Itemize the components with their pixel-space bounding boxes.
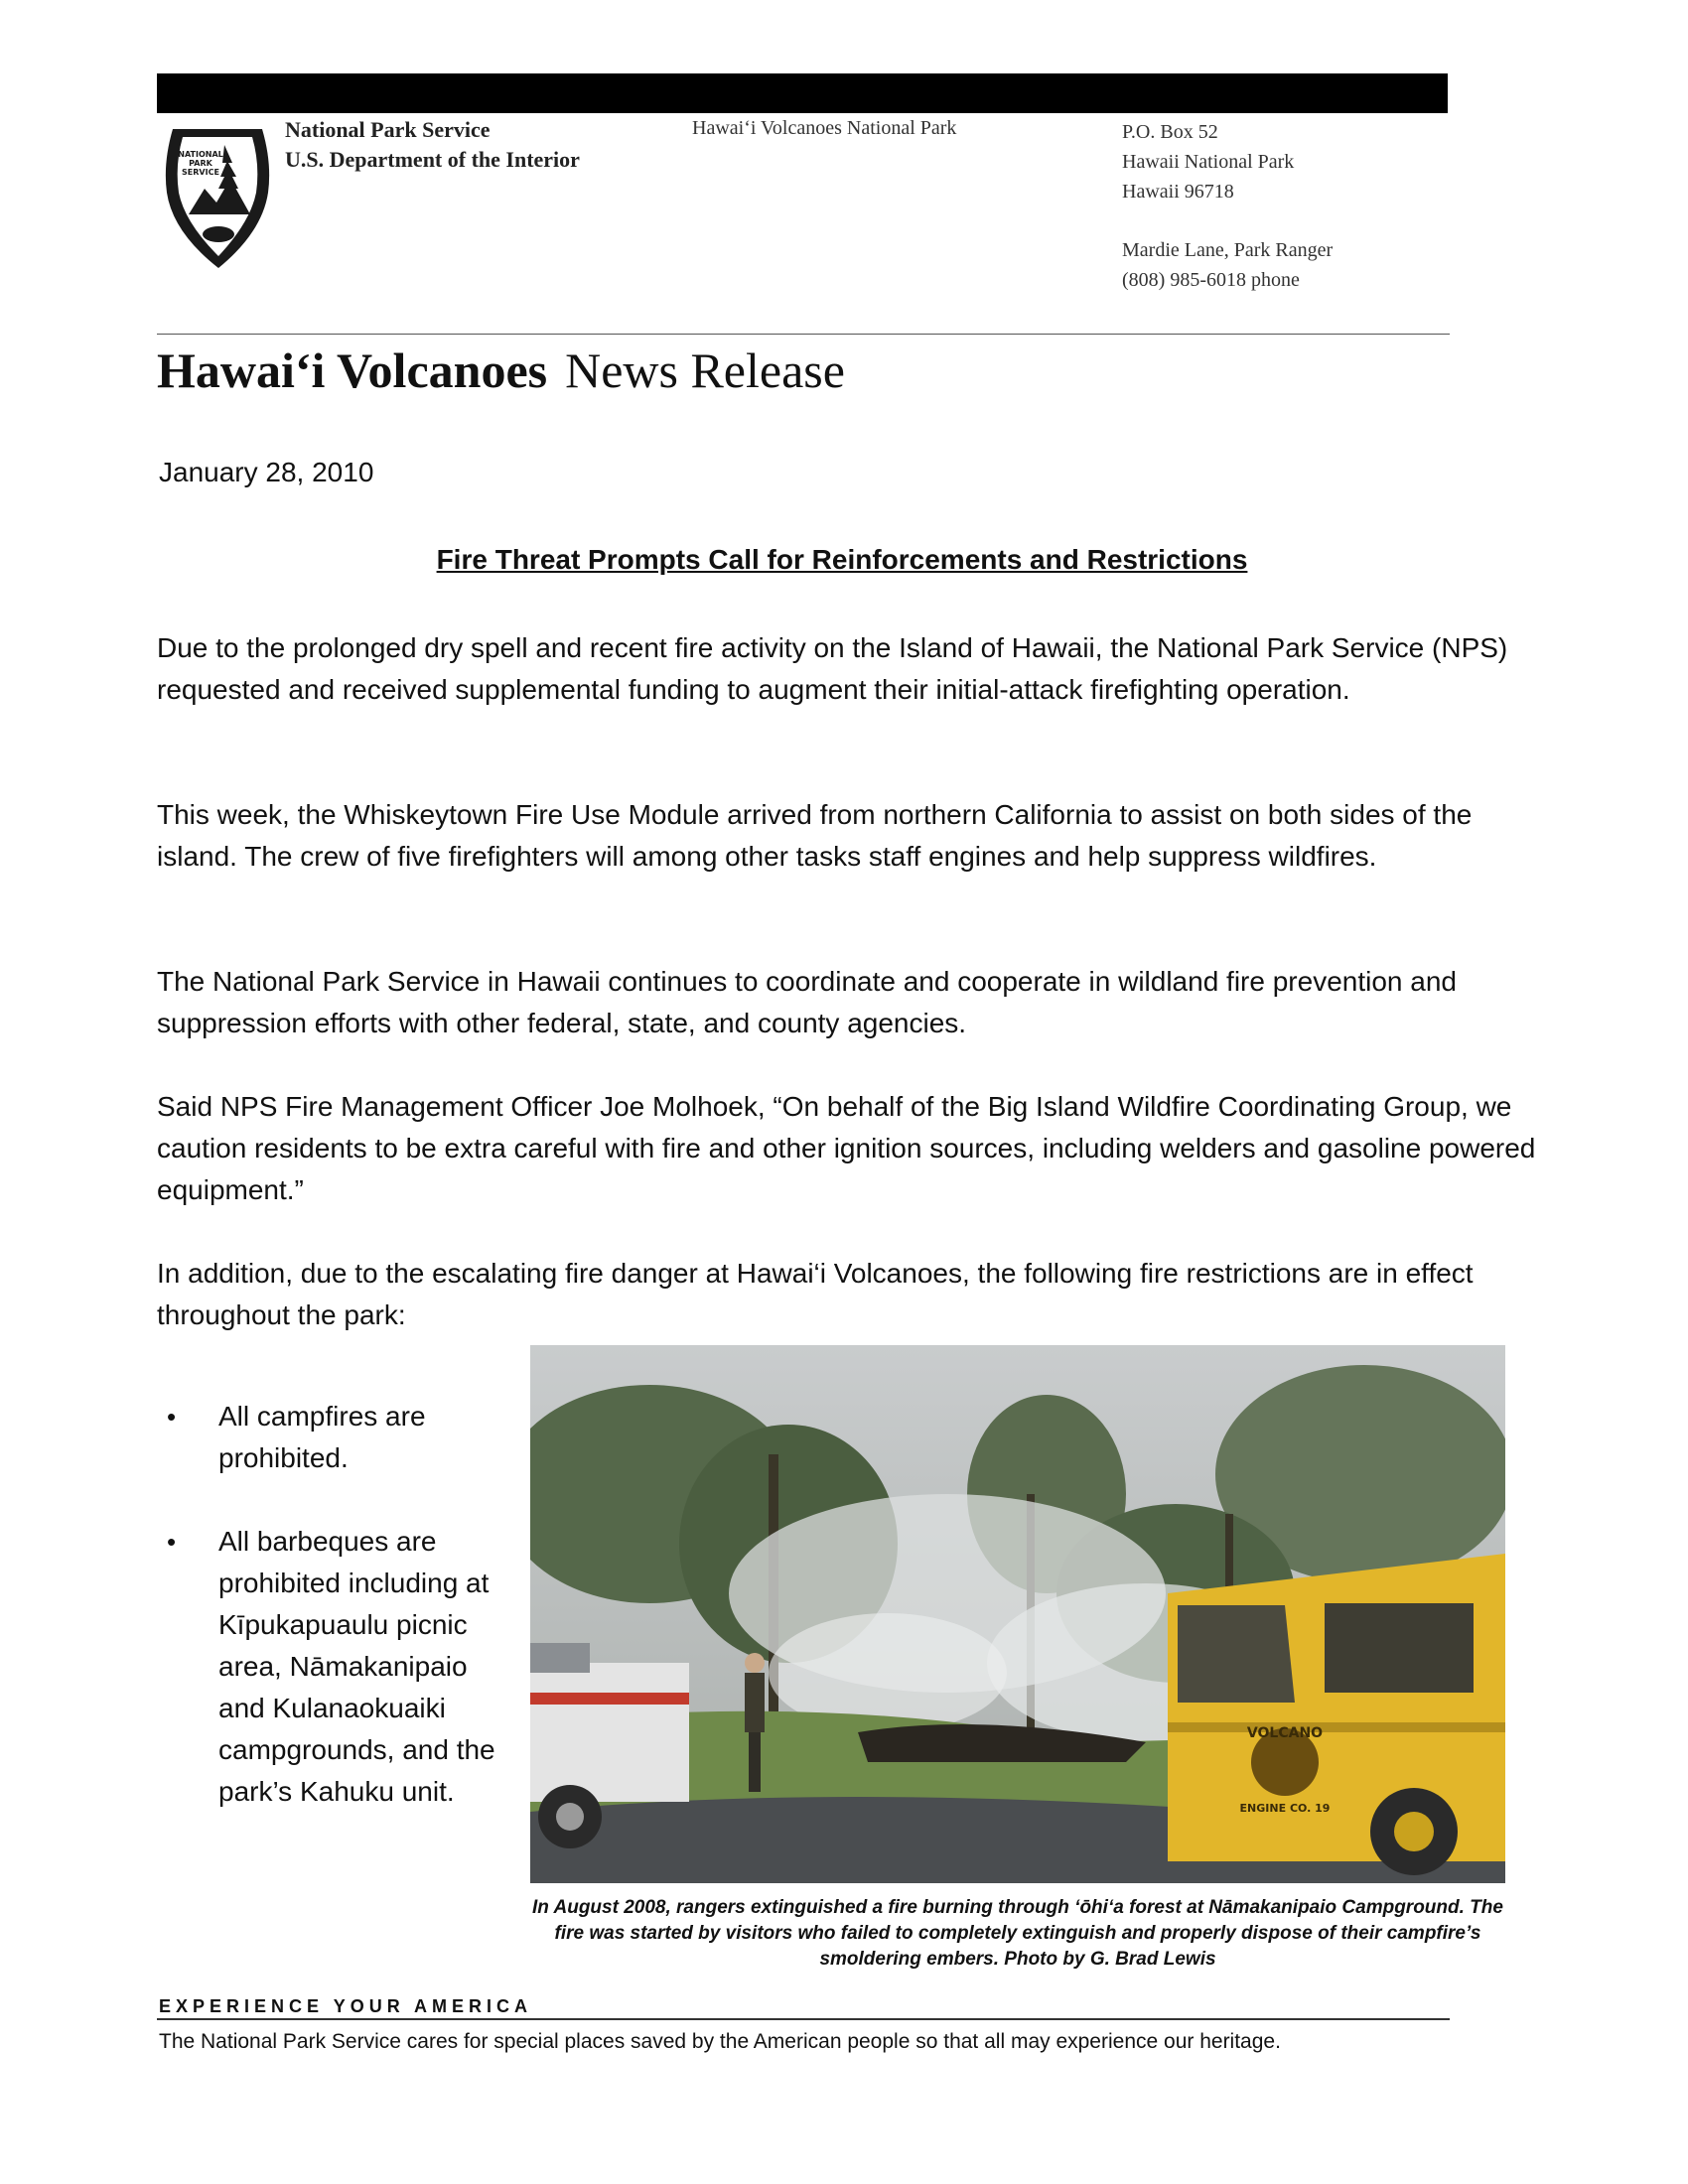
agency-name: National Park Service: [285, 117, 491, 142]
body-paragraph: Said NPS Fire Management Officer Joe Molhoek, “On behalf of the Big Island Wildfire Coordinating Group, we caution residents to be extra careful with fire and other ignition sources, including welders and gasoline powered equipment.”: [157, 1091, 1536, 1205]
footer-divider: [157, 2018, 1450, 2020]
address-line: P.O. Box 52: [1122, 121, 1218, 143]
department-name: U.S. Department of the Interior: [285, 147, 580, 172]
logo-text-national: NATIONAL: [178, 150, 223, 159]
headline: Fire Threat Prompts Call for Reinforcements and Restrictions: [436, 544, 1248, 575]
body-paragraph: This week, the Whiskeytown Fire Use Module arrived from northern California to assist on both sides of the island. The crew of five firefighters will among other tasks staff engines and help suppress wildfires.: [157, 799, 1473, 872]
bullet-icon: •: [167, 1527, 177, 1557]
park-name: Hawai‘i Volcanoes National Park: [692, 117, 957, 139]
header-divider: [157, 334, 1450, 335]
nps-arrowhead-logo: [159, 123, 276, 272]
list-item: [167, 1521, 524, 1813]
body-paragraph: Due to the prolonged dry spell and recent fire activity on the Island of Hawaii, the National Park Service (NPS) requested and received supplemental funding to augment their initial-attack firefighting operation.: [157, 632, 1508, 705]
header-black-bar: [157, 73, 1448, 113]
truck-lettering: VOLCANO: [1246, 1725, 1324, 1741]
list-item-text: All barbeques are prohibited including at Kīpukapuaulu picnic area, Nāmakanipaio and Kulanaokuaiki campgrounds, and the park’s Kahuku unit.: [218, 1526, 495, 1807]
contact-block: [1122, 235, 1333, 295]
logo-text-service: SERVICE: [182, 168, 219, 177]
bullet-icon: •: [167, 1402, 177, 1432]
release-date: January 28, 2010: [159, 457, 374, 487]
address-line: Hawaii 96718: [1122, 181, 1234, 203]
footer-tagline: EXPERIENCE YOUR AMERICA: [159, 1996, 533, 2016]
mailing-address: [1122, 117, 1294, 206]
contact-name: Mardie Lane, Park Ranger: [1122, 239, 1334, 261]
footer-text: The National Park Service cares for special places saved by the American people so that all may experience our heritage.: [159, 2030, 1281, 2053]
contact-phone: (808) 985-6018 phone: [1122, 269, 1300, 291]
body-paragraph: In addition, due to the escalating fire danger at Hawai‘i Volcanoes, the following fire restrictions are in effect throughout the park:: [157, 1258, 1474, 1330]
page-title: [157, 336, 845, 405]
agency-block: [285, 115, 580, 175]
list-item-text: All campfires are prohibited.: [218, 1401, 426, 1473]
photo-caption: In August 2008, rangers extinguished a fire burning through ‘ōhi‘a forest at Nāmakanipaio Campground. The fire was started by visitors who failed to completely extinguish and properly dispose of their campfire’s smoldering embers. Photo by G. Brad Lewis: [532, 1897, 1503, 1970]
body-paragraph: The National Park Service in Hawaii continues to coordinate and cooperate in wildland fire prevention and suppression efforts with other federal, state, and county agencies.: [157, 966, 1457, 1038]
title-news-release: News Release: [565, 342, 845, 398]
logo-text-park: PARK: [189, 159, 212, 168]
restrictions-list: [167, 1396, 524, 1854]
title-park: Hawai‘i Volcanoes: [157, 342, 548, 398]
list-item: [167, 1396, 524, 1479]
address-line: Hawaii National Park: [1122, 151, 1295, 173]
fire-photo: [530, 1345, 1505, 1883]
engine-lettering: ENGINE CO. 19: [1239, 1802, 1331, 1815]
